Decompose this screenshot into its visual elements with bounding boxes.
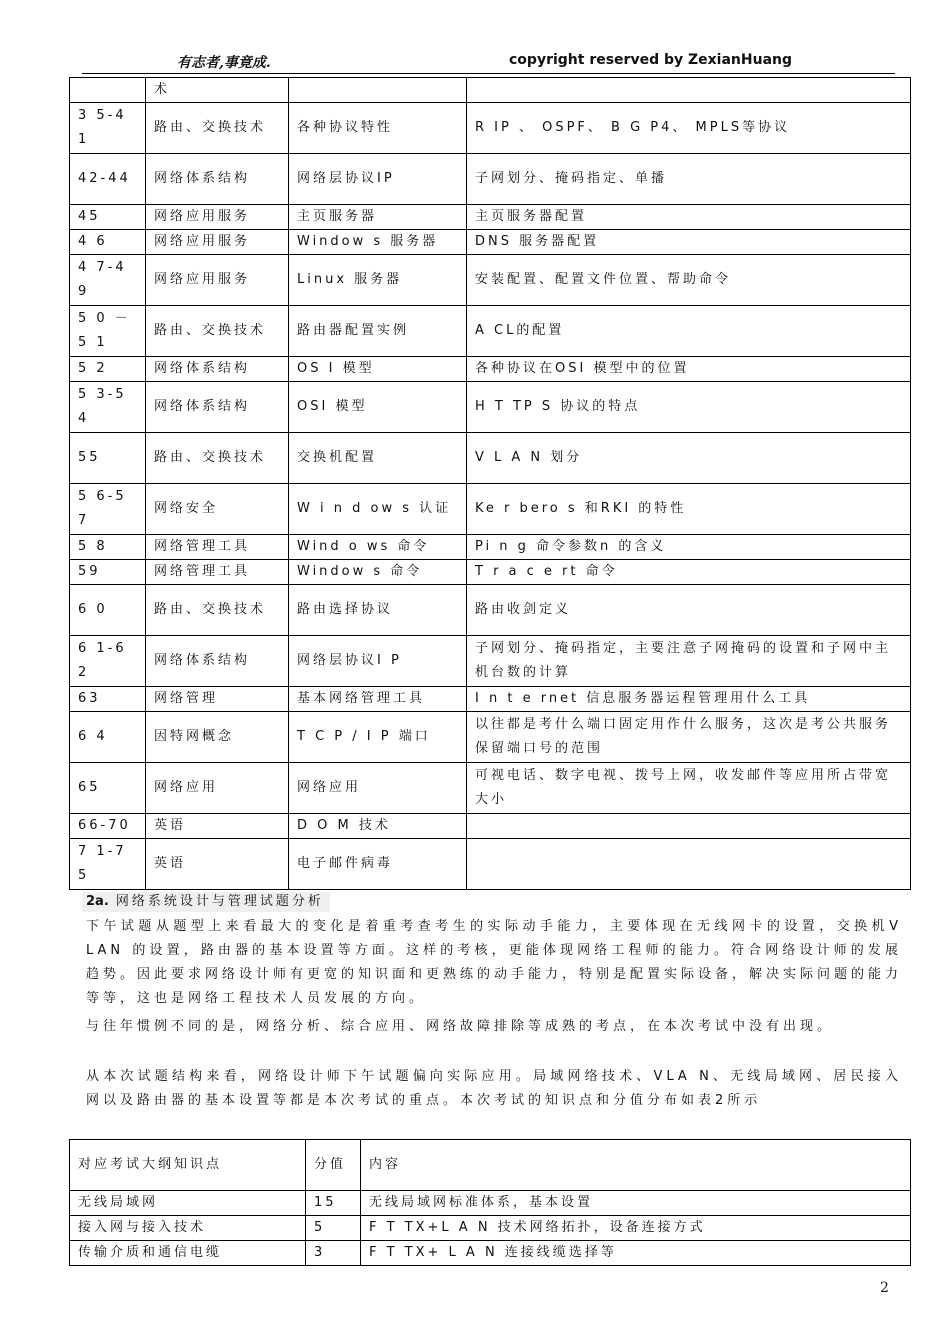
exam-points-table-body xyxy=(70,78,911,890)
table-cell: 59 xyxy=(70,560,146,585)
table-cell: DNS 服务器配置 xyxy=(467,230,911,255)
table-cell: 15 xyxy=(306,1191,361,1216)
table-row xyxy=(70,712,911,763)
table-cell: 无线局域网 xyxy=(70,1191,306,1216)
table-cell: 路由、交换技术 xyxy=(146,306,289,357)
table-cell: 路由收剑定义 xyxy=(467,585,911,636)
table-row xyxy=(70,103,911,154)
table-cell: 电子邮件病毒 xyxy=(289,839,467,890)
table-row xyxy=(70,763,911,814)
table-cell: 55 xyxy=(70,433,146,484)
score-distribution-table-body xyxy=(70,1140,911,1266)
table-cell: 英语 xyxy=(146,814,289,839)
table-cell xyxy=(467,814,911,839)
table-cell: I n t e rnet 信息服务器运程管理用什么工具 xyxy=(467,687,911,712)
table-cell: T C P / I P 端口 xyxy=(289,712,467,763)
paragraph: 下午试题从题型上来看最大的变化是着重考查考生的实际动手能力，主要体现在无线网卡的设置，交换机V LAN 的设置，路由器的基本设置等方面。这样的考核，更能体现网络工程师的能力。符合网络设计师的发展趋势。因此要求网络设计师有更宽的知识面和更熟练的动手能力，特别是配置实际设备，解决实际问题的能力等等，这也是网络工程技术人员发展的方向。 xyxy=(86,919,903,1006)
page-header xyxy=(82,52,894,74)
table-cell: 3 5-41 xyxy=(70,103,146,154)
table-cell: 63 xyxy=(70,687,146,712)
table-header-row xyxy=(70,1140,911,1191)
table-cell: 传输介质和通信电缆 xyxy=(70,1241,306,1266)
table-cell: A CL的配置 xyxy=(467,306,911,357)
table-cell: 3 xyxy=(306,1241,361,1266)
table-cell: 6 4 xyxy=(70,712,146,763)
table-cell: 65 xyxy=(70,763,146,814)
section-heading xyxy=(82,892,330,912)
table-cell: 无线局域网标准体系，基本设置 xyxy=(361,1191,911,1216)
table-cell: 网络安全 xyxy=(146,484,289,535)
table-cell: 网络应用 xyxy=(289,763,467,814)
table-cell: T r a c e rt 命令 xyxy=(467,560,911,585)
table-row xyxy=(70,560,911,585)
paragraph: 与往年惯例不同的是，网络分析、综合应用、网络故障排除等成熟的考点，在本次考试中没有出现。 xyxy=(86,1019,835,1034)
table-cell: 网络应用服务 xyxy=(146,205,289,230)
table-cell: 接入网与接入技术 xyxy=(70,1216,306,1241)
table-row xyxy=(70,1241,911,1266)
table-row xyxy=(70,357,911,382)
table-header-cell: 分值 xyxy=(306,1140,361,1191)
table-cell: OS I 模型 xyxy=(289,357,467,382)
table-cell: 网络体系结构 xyxy=(146,357,289,382)
table-row xyxy=(70,78,911,103)
table-row xyxy=(70,433,911,484)
table-cell: OSI 模型 xyxy=(289,382,467,433)
table-row xyxy=(70,382,911,433)
table-cell: 66-70 xyxy=(70,814,146,839)
table-cell: 子网划分、掩码指定、单播 xyxy=(467,154,911,205)
table-cell: 45 xyxy=(70,205,146,230)
table-cell xyxy=(467,839,911,890)
table-cell: 各种协议在OSI 模型中的位置 xyxy=(467,357,911,382)
table-cell: W i n d ow s 认证 xyxy=(289,484,467,535)
table-cell: 安装配置、配置文件位置、帮助命令 xyxy=(467,255,911,306)
table-cell: 网络管理 xyxy=(146,687,289,712)
table-row xyxy=(70,1216,911,1241)
table-cell: 网络应用服务 xyxy=(146,230,289,255)
table-cell: 各种协议特性 xyxy=(289,103,467,154)
table-cell: Window s 服务器 xyxy=(289,230,467,255)
table-cell xyxy=(467,78,911,103)
table-cell: 4 6 xyxy=(70,230,146,255)
table-cell: 网络体系结构 xyxy=(146,382,289,433)
page-number: 2 xyxy=(880,1280,889,1296)
table-cell: Pi n g 命令参数n 的含义 xyxy=(467,535,911,560)
table-row xyxy=(70,687,911,712)
table-header-cell: 内容 xyxy=(361,1140,911,1191)
score-distribution-table xyxy=(69,1139,911,1266)
table-cell: 子网划分、掩码指定，主要注意子网掩码的设置和子网中主机台数的计算 xyxy=(467,636,911,687)
table-cell: 7 1-7 5 xyxy=(70,839,146,890)
table-cell: 交换机配置 xyxy=(289,433,467,484)
table-cell: Ke r bero s 和RKI 的特性 xyxy=(467,484,911,535)
header-copyright: copyright reserved by ZexianHuang xyxy=(509,52,793,68)
table-cell: 网络体系结构 xyxy=(146,636,289,687)
table-row xyxy=(70,230,911,255)
table-row xyxy=(70,839,911,890)
section-number: 2a. xyxy=(86,894,109,909)
exam-points-table xyxy=(69,77,911,890)
table-cell: 术 xyxy=(146,78,289,103)
table-cell: Window s 命令 xyxy=(289,560,467,585)
table-cell: H T TP S 协议的特点 xyxy=(467,382,911,433)
table-cell: 5 3-5 4 xyxy=(70,382,146,433)
table-row xyxy=(70,1191,911,1216)
table-cell: 6 0 xyxy=(70,585,146,636)
paragraph: 从本次试题结构来看，网络设计师下午试题偏向实际应用。局域网络技术、VLA N、无线局域网、居民接入网以及路由器的基本设置等都是本次考试的重点。本次考试的知识点和分值分布如表2所示 xyxy=(86,1069,902,1108)
table-cell: Linux 服务器 xyxy=(289,255,467,306)
table-cell: R IP 、 OSPF、 B G P4、 MPLS等协议 xyxy=(467,103,911,154)
table-cell: Wind o ws 命令 xyxy=(289,535,467,560)
table-row xyxy=(70,585,911,636)
table-cell: 5 8 xyxy=(70,535,146,560)
table-row xyxy=(70,306,911,357)
table-cell: 6 1-62 xyxy=(70,636,146,687)
table-cell: 网络管理工具 xyxy=(146,560,289,585)
table-cell: 5 0 －5 1 xyxy=(70,306,146,357)
table-cell: 路由器配置实例 xyxy=(289,306,467,357)
table-cell: 5 6-57 xyxy=(70,484,146,535)
table-row xyxy=(70,255,911,306)
table-cell: F T TX+ L A N 连接线缆选择等 xyxy=(361,1241,911,1266)
table-cell: 路由选择协议 xyxy=(289,585,467,636)
table-row xyxy=(70,154,911,205)
table-cell: F T TX+L A N 技术网络拓扑，设备连接方式 xyxy=(361,1216,911,1241)
table-cell: D O M 技术 xyxy=(289,814,467,839)
header-motto: 有志者,事竟成. xyxy=(177,55,271,71)
table-cell xyxy=(70,78,146,103)
table-cell: 主页服务器配置 xyxy=(467,205,911,230)
table-row xyxy=(70,535,911,560)
table-cell: 网络应用 xyxy=(146,763,289,814)
table-cell: 网络管理工具 xyxy=(146,535,289,560)
table-cell: 可视电话、数字电视、拨号上网，收发邮件等应用所占带宽大小 xyxy=(467,763,911,814)
table-cell: 网络层协议I P xyxy=(289,636,467,687)
table-row xyxy=(70,814,911,839)
table-row xyxy=(70,636,911,687)
table-cell: 网络层协议IP xyxy=(289,154,467,205)
table-cell: 以往都是考什么端口固定用作什么服务，这次是考公共服务保留端口号的范围 xyxy=(467,712,911,763)
table-cell: 因特网概念 xyxy=(146,712,289,763)
table-cell: 4 7-49 xyxy=(70,255,146,306)
table-cell: 网络体系结构 xyxy=(146,154,289,205)
table-header-cell: 对应考试大纲知识点 xyxy=(70,1140,306,1191)
table-cell: 网络应用服务 xyxy=(146,255,289,306)
table-cell: 42-44 xyxy=(70,154,146,205)
header-rule xyxy=(82,73,895,74)
table-cell: 5 2 xyxy=(70,357,146,382)
table-cell: 5 xyxy=(306,1216,361,1241)
table-cell: 主页服务器 xyxy=(289,205,467,230)
table-cell: 基本网络管理工具 xyxy=(289,687,467,712)
table-cell: 路由、交换技术 xyxy=(146,433,289,484)
table-cell xyxy=(289,78,467,103)
table-cell: 路由、交换技术 xyxy=(146,103,289,154)
table-cell: 路由、交换技术 xyxy=(146,585,289,636)
table-cell: V L A N 划分 xyxy=(467,433,911,484)
section-title: 网络系统设计与管理试题分析 xyxy=(115,894,324,909)
table-row xyxy=(70,205,911,230)
table-row xyxy=(70,484,911,535)
table-cell: 英语 xyxy=(146,839,289,890)
